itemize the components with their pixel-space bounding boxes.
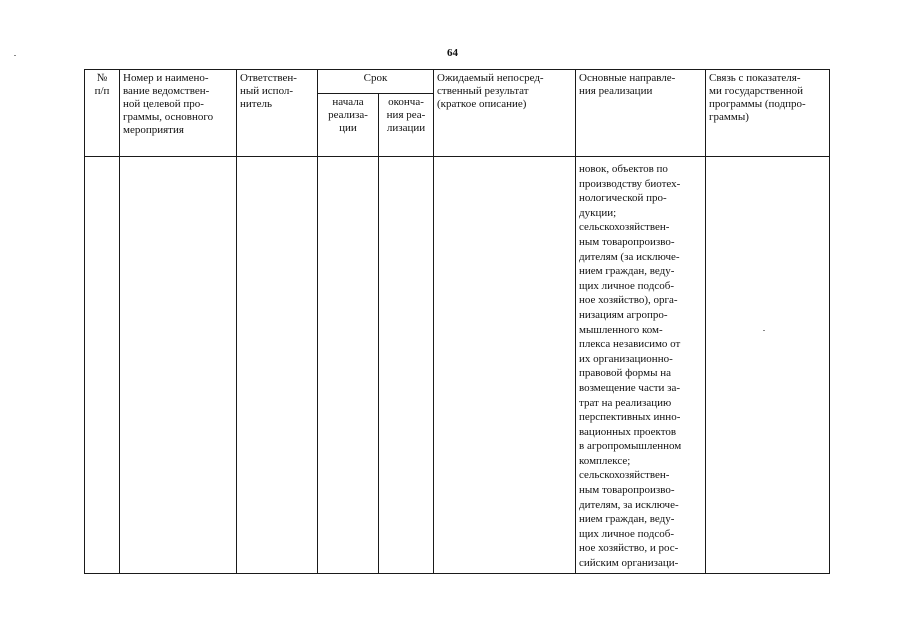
- header-term-label: Срок: [363, 72, 388, 84]
- header-program-name-label: Номер и наимено- вание ведомствен- ной целевой про- граммы, основного мероприятия: [123, 72, 214, 136]
- header-term: [318, 70, 434, 94]
- cell-directions: [576, 157, 706, 574]
- cell-responsible: [237, 157, 318, 574]
- program-table: [84, 69, 830, 574]
- cell-num: [85, 157, 120, 574]
- header-num: [85, 70, 120, 157]
- header-indicators-link-label: Связь с показателя- ми государственной программы (подпро- граммы): [709, 72, 806, 123]
- header-term-start-label: начала реализа- ции: [328, 96, 368, 134]
- scan-speck: [763, 330, 765, 331]
- page-number: 64: [447, 47, 458, 59]
- header-responsible-label: Ответствен- ный испол- нитель: [240, 72, 297, 110]
- header-term-end-label: оконча- ния реа- лизации: [386, 96, 426, 134]
- cell-expected-result: [434, 157, 576, 574]
- header-indicators-link: [706, 70, 830, 157]
- header-term-end: [379, 94, 434, 157]
- header-directions-label: Основные направле- ния реализации: [579, 72, 676, 97]
- directions-text: новок, объектов по производству биотех- нологической про- дукции; сельскохозяйствен- ным товаропроизво- дителям (за исключе- нием граждан, веду- щих личное подсоб- ное хозяйство), орга- низациям агропро- мышленного ком- плекса независимо от их организационно- правовой формы на возмещение части за- трат на реализацию перспективных инно- вационных проектов в агропромышленном комплексе; сельскохозяйствен- ным товаропроизво- дителям, за исключе- нием граждан, веду- щих личное подсоб- ное хозяйство, и рос- сийским организаци-: [579, 163, 682, 570]
- table-row: [85, 157, 830, 574]
- header-term-start: [318, 94, 379, 157]
- header-directions: [576, 70, 706, 157]
- cell-indicators-link: [706, 157, 830, 574]
- cell-term-end: [379, 157, 434, 574]
- cell-term-start: [318, 157, 379, 574]
- header-responsible: [237, 70, 318, 157]
- scan-speck: [14, 55, 16, 56]
- cell-program-name: [120, 157, 237, 574]
- header-row-1: [85, 70, 830, 94]
- header-program-name: [120, 70, 237, 157]
- header-expected-result-label: Ожидаемый непосред- ственный результат (краткое описание): [437, 72, 544, 110]
- header-num-label: № п/п: [94, 72, 110, 97]
- header-expected-result: [434, 70, 576, 157]
